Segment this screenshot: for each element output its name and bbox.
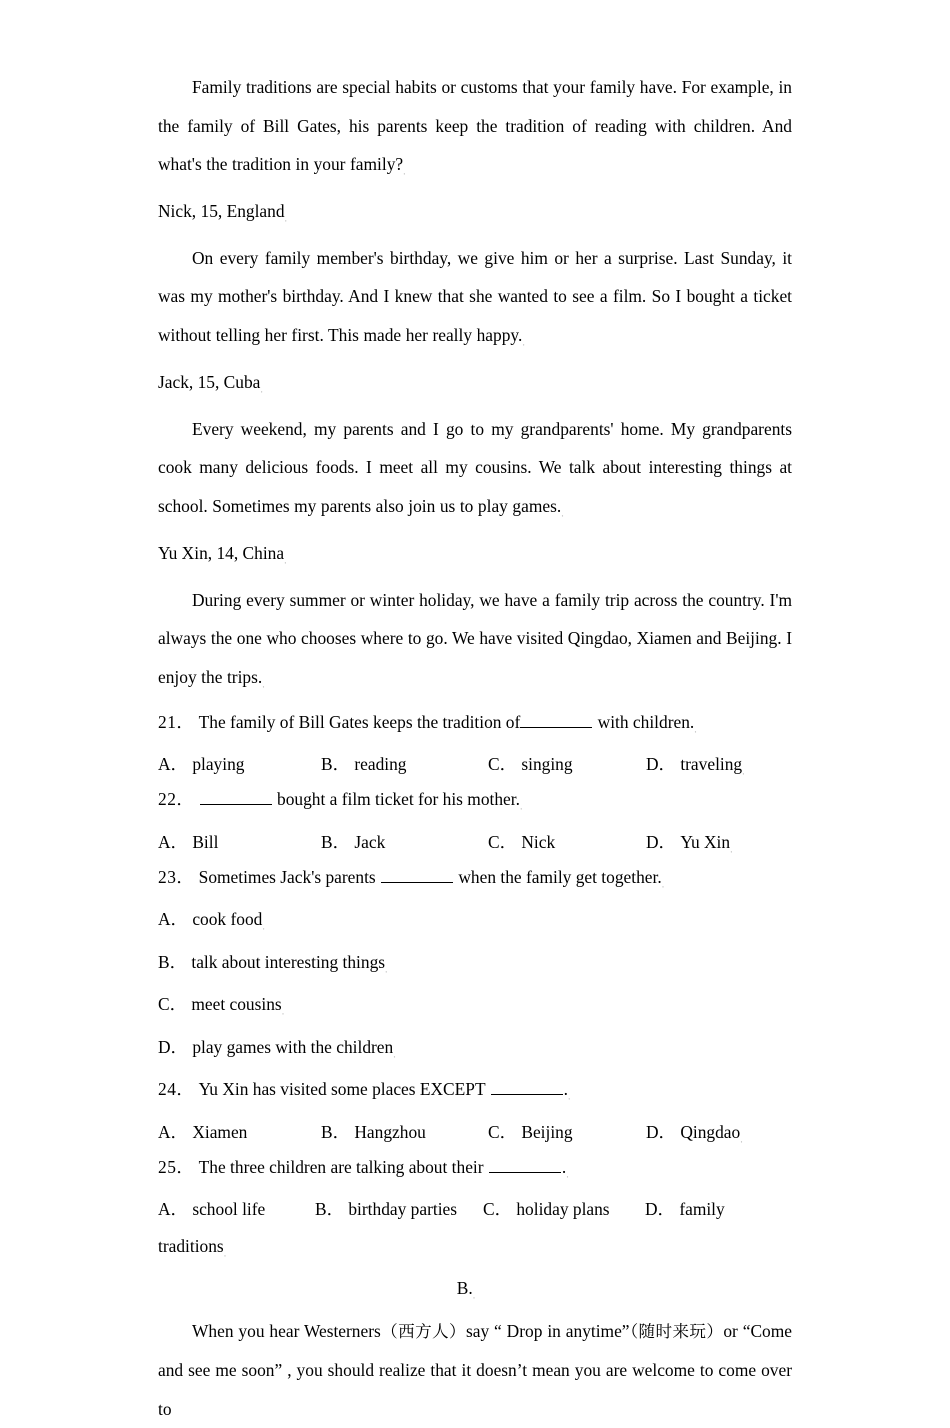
trailing-artifact: . xyxy=(522,337,525,349)
question-21-blank[interactable] xyxy=(520,713,592,728)
question-21-options xyxy=(158,747,792,782)
question-21-stem xyxy=(158,705,792,747)
question-23-option-b[interactable]: B． talk about interesting things$_.$ xyxy=(158,951,388,976)
question-24-blank[interactable] xyxy=(491,1080,563,1095)
question-24-number: 24． xyxy=(158,1079,195,1100)
passage-b-line2: and see me soon” , you should realize that it doesn’t mean you are welcome to come over to xyxy=(158,1360,792,1419)
passage-b-line1-part1: When you hear Westerners xyxy=(192,1320,381,1341)
trailing-artifact: . xyxy=(284,555,287,567)
question-23-blank[interactable] xyxy=(381,867,453,882)
question-21-stem-text: The family of Bill Gates keeps the tradition of xyxy=(198,711,521,732)
passage-attribution-jack: Jack, 15, Cuba$_.$ xyxy=(158,371,263,396)
trailing-artifact: . xyxy=(472,1290,476,1302)
question-21-stem-tail: with children. xyxy=(593,711,695,732)
trailing-artifact: . xyxy=(561,508,564,520)
trailing-artifact: . xyxy=(661,879,665,891)
question-23-number: 23． xyxy=(158,866,195,887)
question-25-stem-tail: . xyxy=(561,1156,567,1177)
trailing-artifact: . xyxy=(519,801,523,813)
question-25-option-c[interactable]: C． holiday plans xyxy=(483,1199,610,1219)
trailing-artifact: . xyxy=(260,384,263,396)
passage-attribution-yuxin: Yu Xin, 14, China$_.$ xyxy=(158,542,287,567)
document-content xyxy=(158,68,792,1428)
passage-b-section-label: $B._.$ xyxy=(456,1278,476,1302)
question-22-stem-tail: bought a film ticket for his mother. xyxy=(272,789,520,810)
question-25-option-a[interactable]: A． school life xyxy=(158,1199,266,1219)
trailing-artifact: . xyxy=(262,921,265,933)
passage-attribution-nick: Nick, 15, England$_.$ xyxy=(158,200,288,225)
question-22-option-c[interactable]: C． Nick xyxy=(488,831,556,852)
question-21-option-d[interactable]: D． traveling$_.$ xyxy=(646,754,745,778)
question-23-stem-text: Sometimes Jack's parents xyxy=(198,866,381,887)
passage-paragraph-intro: Family traditions are special habits or customs that your family have. For example, in the family of Bill Gates, his parents keep the tradition of reading with children. And what's the tradition in your $family?_.$ xyxy=(158,77,792,178)
trailing-artifact: . xyxy=(393,1049,396,1061)
question-24-option-d[interactable]: D． Qingdao$_.$ xyxy=(646,1121,743,1145)
trailing-artifact: . xyxy=(403,166,406,178)
trailing-artifact: . xyxy=(730,844,733,856)
question-21-option-a[interactable]: A． playing xyxy=(158,754,245,775)
trailing-artifact: . xyxy=(740,1134,743,1145)
passage-b-paragraph xyxy=(158,1312,792,1428)
trailing-artifact: . xyxy=(281,1006,285,1018)
question-25-options xyxy=(158,1192,792,1227)
passage-b-cjk-westerners: （西方人） xyxy=(380,1321,466,1341)
question-21-option-c[interactable]: C． singing xyxy=(488,754,573,775)
question-22-blank[interactable] xyxy=(200,790,272,805)
question-21-number: 21． xyxy=(158,711,195,732)
question-24-stem-tail: . xyxy=(563,1079,568,1100)
trailing-artifact: . xyxy=(566,1169,569,1180)
question-25-option-b[interactable]: B． birthday parties xyxy=(315,1199,458,1219)
question-22-option-d[interactable]: D． Yu Xin$_.$ xyxy=(646,831,733,856)
trailing-artifact: . xyxy=(284,213,288,225)
question-23-option-d[interactable]: D． play games with the children$_.$ xyxy=(158,1036,396,1061)
question-23-option-c[interactable]: C． meet cousins$_.$ xyxy=(158,994,285,1018)
trailing-artifact: . xyxy=(223,1248,227,1260)
question-22-number: 22． xyxy=(158,789,195,810)
trailing-artifact: . xyxy=(262,679,265,691)
question-24-stem-text: Yu Xin has visited some places EXCEPT xyxy=(198,1079,490,1100)
question-24-options xyxy=(158,1115,792,1150)
trailing-artifact: . xyxy=(694,724,697,736)
trailing-artifact: . xyxy=(742,766,745,778)
passage-paragraph-jack: Every weekend, my parents and I go to my grandparents' home. My grandparents cook many delicious foods. I meet all my cousins. We talk about interesting things at school. Sometimes my parents also join us to play $games._.$ xyxy=(158,418,792,520)
question-25-stem-text: The three children are talking about their xyxy=(198,1156,488,1177)
question-24-stem xyxy=(158,1072,792,1114)
passage-b-cjk-drop-in: （随时来玩） xyxy=(629,1321,724,1341)
question-23-option-a[interactable]: A． cook food$_.$ xyxy=(158,909,265,933)
passage-b-line1-part2: say “ Drop in anytime” xyxy=(465,1320,630,1341)
question-22-option-a[interactable]: A． Bill xyxy=(158,831,219,852)
passage-b-line1-part3: or “Come xyxy=(723,1320,793,1341)
question-24-option-a[interactable]: A． Xiamen xyxy=(158,1121,248,1142)
question-25-option-d[interactable]: D． family xyxy=(645,1199,725,1219)
question-25-option-d-continuation: traditions$_.$ xyxy=(158,1236,227,1260)
question-22-options xyxy=(158,825,792,860)
question-23-stem-tail: when the family get together. xyxy=(454,866,662,887)
question-21-option-b[interactable]: B． reading xyxy=(321,754,407,775)
question-24-option-b[interactable]: B． Hangzhou xyxy=(321,1121,426,1142)
question-24-option-c[interactable]: C． Beijing xyxy=(488,1121,573,1142)
question-22-option-b[interactable]: B． Jack xyxy=(321,831,386,852)
trailing-artifact: . xyxy=(567,1091,571,1103)
passage-paragraph-nick: On every family member's birthday, we give him or her a surprise. Last Sunday, it was my mother's birthday. And I knew that she wanted to see a film. So I bought a ticket without telling her first. This made her really $happy._.$ xyxy=(158,247,792,349)
question-25-number: 25． xyxy=(158,1156,195,1177)
trailing-artifact: . xyxy=(385,964,388,976)
question-25-blank[interactable] xyxy=(489,1157,561,1172)
passage-paragraph-yuxin: During every summer or winter holiday, we have a family trip across the country. I'm always the one who chooses where to go. We have visited Qingdao, Xiamen and Beijing. I enjoy the $trips._.$ xyxy=(158,589,792,691)
